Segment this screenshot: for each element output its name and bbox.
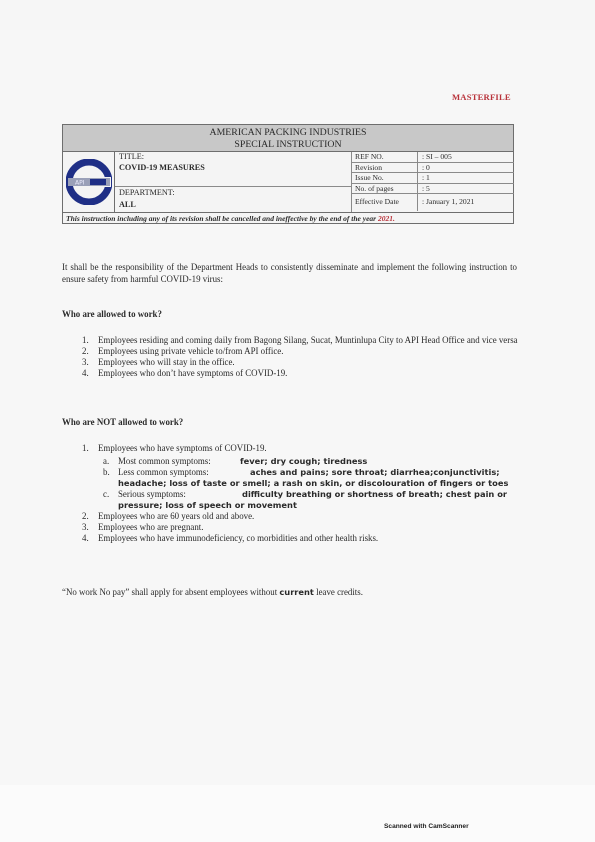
list-item: 2. Employees who are 60 years old and above.	[82, 511, 255, 521]
company-logo	[63, 152, 115, 212]
list-item: 3. Employees who are pregnant.	[82, 522, 204, 532]
intro-paragraph: It shall be the responsibility of the Department Heads to consistently disseminate and implement the following instruction to ensure safety from harmful COVID-19 virus:	[62, 262, 517, 284]
revision-disclaimer: This instruction including any of its revision shall be cancelled and ineffective by the end of the year 2021.	[63, 212, 513, 224]
scanner-watermark: Scanned with CamScanner	[384, 823, 469, 830]
symptom-item: c. Serious symptoms: difficulty breathing or shortness of breath; chest pain or pressure; loss of speech or movement	[103, 489, 508, 510]
not-allowed-section-title: Who are NOT allowed to work?	[62, 417, 184, 427]
disclaimer-year: 2021.	[377, 214, 395, 223]
svg-text:API: API	[74, 179, 84, 187]
symptom-item: a. Most common symptoms: fever; dry cough; tiredness	[103, 456, 368, 466]
page-top-margin	[0, 0, 595, 30]
masterfile-stamp: MASTERFILE	[452, 92, 511, 102]
ref-row: No. of pages : 5	[352, 184, 514, 195]
allowed-list	[82, 335, 518, 379]
title-value: COVID-19 MEASURES	[115, 162, 351, 187]
document-header-table	[62, 124, 514, 224]
company-banner	[63, 125, 513, 152]
title-label: TITLE:	[119, 152, 145, 161]
list-item: 3. Employees who will stay in the office.	[82, 357, 235, 367]
allowed-section-title: Who are allowed to work?	[62, 309, 162, 319]
department-label: DEPARTMENT:	[119, 188, 175, 197]
list-item: 4. Employees who have immunodeficiency, co morbidities and other health risks.	[82, 533, 379, 543]
list-item: 1. Employees residing and coming daily from Bagong Silang, Sucat, Muntinlupa City to API Head Office and vice versa	[82, 335, 518, 345]
no-work-no-pay-note: “No work No pay” shall apply for absent employees without current leave credits.	[62, 587, 363, 597]
document-type: SPECIAL INSTRUCTION	[234, 138, 342, 150]
api-logo-icon	[66, 159, 112, 205]
symptom-item: b. Less common symptoms: aches and pains; sore throat; diarrhea;conjunctivitis; headache; loss of taste or smell; a rash on skin, or discolouration of fingers or toes	[103, 467, 509, 488]
list-item: 4. Employees who don’t have symptoms of COVID-19.	[82, 368, 288, 378]
ref-row: Revision : 0	[352, 163, 514, 174]
company-name: AMERICAN PACKING INDUSTRIES	[209, 127, 367, 138]
ref-row: Effective Date : January 1, 2021	[352, 194, 514, 211]
page-bottom-margin	[0, 785, 595, 842]
list-item: 2. Employees using private vehicle to/from API office.	[82, 346, 284, 356]
reference-grid	[351, 152, 514, 212]
not-allowed-list	[82, 443, 522, 544]
ref-row: Issue No. : 1	[352, 173, 514, 184]
list-item: 1. Employees who have symptoms of COVID-19. a. Most common symptoms: fever; dry cough; tiredness b. Less common symptoms: aches and pains; sore throat; diarrhea;conjunctivitis; headache; loss of taste or smell; a rash on skin, or discolouration of fingers or toes c. Serious symptoms: difficulty breathing or shortness of breath; chest pain or pressure; loss of speech or movement	[82, 443, 522, 511]
department-value: ALL	[119, 200, 136, 209]
ref-row: REF NO. : SI – 005	[352, 152, 514, 163]
